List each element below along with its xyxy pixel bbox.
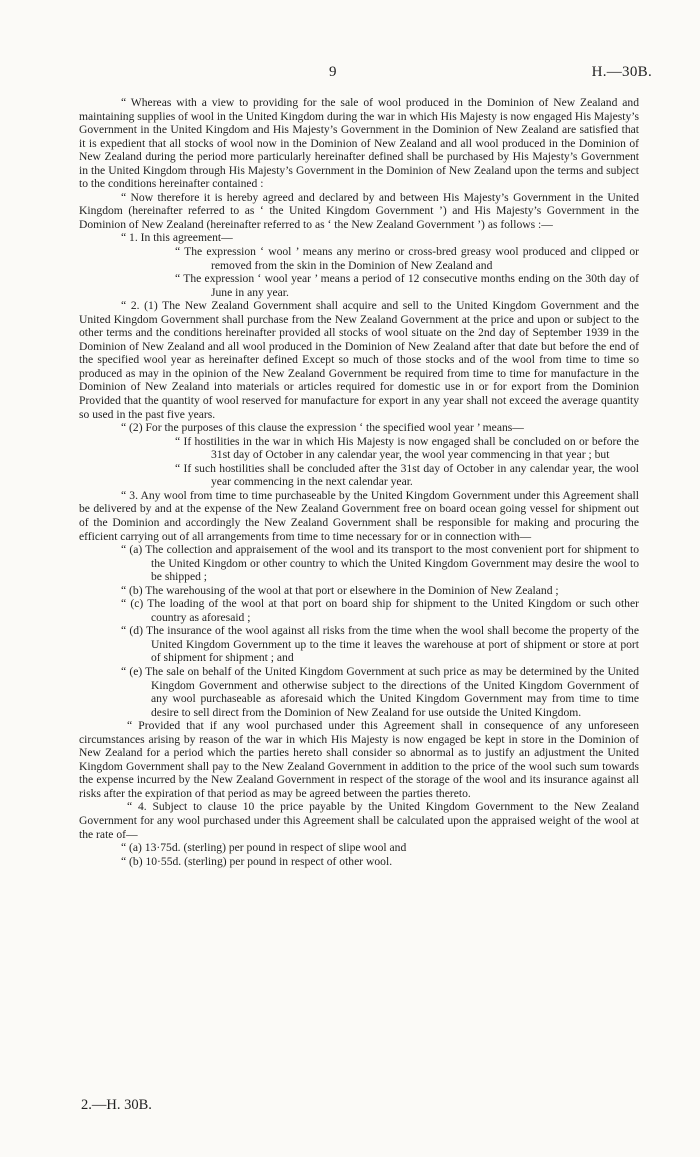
definition-wool: “ The expression ‘ wool ’ means any merino or cross-bred greasy wool produced and clipped or removed from the skin in the Dominion of New Zealand and — [175, 245, 639, 272]
price-b-other-wool: “ (b) 10·55d. (sterling) per pound in respect of other wool. — [121, 854, 393, 868]
document-reference: H.—30B. — [591, 64, 652, 80]
subclause-hostilities-before: “ If hostilities in the war in which His Majesty is now engaged shall be concluded on or before the 31st day of October in any calendar year, the wool year commencing in that year ; but — [175, 434, 639, 462]
paragraph-clause-1: “ 1. In this agreement— — [121, 231, 233, 245]
paragraph-now-therefore: “ Now therefore it is hereby agreed and declared by and between His Majesty’s Government in the United Kingdom (hereinafter referred to as ‘ the United Kingdom Government ’) and His Majesty’s Government in the Dominion of New Zealand (hereinafter referred to as ‘ the New Zealand Government ’) as follows :— — [79, 190, 639, 231]
paragraph-clause-4: “ 4. Subject to clause 10 the price payable by the United Kingdom Government to the New Zealand Government for any wool purchased under this Agreement shall be calculated upon the appraised weight of the wool at the rate of— — [79, 800, 639, 841]
page-number: 9 — [329, 64, 337, 80]
paragraph-whereas: “ Whereas with a view to providing for the sale of wool produced in the Dominion of New Zealand and maintaining supplies of wool in the United Kingdom during the war in which His Majesty is now engaged His Majesty’s Government in the United Kingdom and His Majesty’s Government in the Dominion of New Zealand are satisfied that it is expedient that all stocks of wool now in the Dominion of New Zealand and all wool produced in the Dominion of New Zealand during the period more particularly hereinafter defined shall be purchased by His Majesty’s Government in the United Kingdom through His Majesty’s Government in the Dominion of New Zealand upon the terms and subject to the conditions hereinafter contained : — [79, 96, 639, 191]
item-e-sale: “ (e) The sale on behalf of the United Kingdom Government at such price as may be determined by the United Kingdom Government and otherwise subject to the directions of the United Kingdom Government of any wool purchaseable as aforesaid which the United Kingdom Government may from time to time desire to sell direct from the Dominion of New Zealand for use outside the United Kingdom. — [121, 664, 639, 719]
paragraph-clause-2-2: “ (2) For the purposes of this clause the expression ‘ the specified wool year ’ means— — [121, 421, 524, 435]
item-d-insurance: “ (d) The insurance of the wool against all risks from the time when the wool shall become the property of the United Kingdom Government up to the time it leaves the warehouse at port of shipment or store at port of shipment for shipment ; and — [121, 624, 639, 665]
paragraph-clause-2-1: “ 2. (1) The New Zealand Government shall acquire and sell to the United Kingdom Government and the United Kingdom Government shall purchase from the New Zealand Government at the price and upon or subject to the other terms and the conditions hereinafter provided all stocks of wool situate on the 2nd day of September 1939 in the Dominion of New Zealand and all wool produced in the Dominion of New Zealand after that date but before the end of the specified wool year as hereinafter defined Except so much of those stocks and of the wool from time to time so produced as may in the opinion of the New Zealand Government be required from time to time for manufacture in the Dominion of New Zealand into materials or articles required for domestic use in or for export from the Dominion Provided that the quantity of wool reserved for manufacture for export in any year shall not exceed the average quantity so used in the past five years. — [79, 299, 639, 421]
definition-wool-year: “ The expression ‘ wool year ’ means a period of 12 consecutive months ending on the 30th day of June in any year. — [175, 272, 639, 299]
document-body — [79, 96, 639, 868]
item-c-loading: “ (c) The loading of the wool at that port on board ship for shipment to the United Kingdom or such other country as aforesaid ; — [121, 597, 639, 624]
price-a-slipe-wool: “ (a) 13·75d. (sterling) per pound in respect of slipe wool and — [121, 841, 407, 855]
paragraph-clause-3: “ 3. Any wool from time to time purchaseable by the United Kingdom Government under this Agreement shall be delivered by and at the expense of the New Zealand Government free on board ocean going vessel for shipment out of the Dominion and accordingly the New Zealand Government shall be responsible for making and procuring the efficient carrying out of all arrangements from time to time necessary for or in connection with— — [79, 488, 639, 543]
item-a-collection: “ (a) The collection and appraisement of the wool and its transport to the most convenient port for shipment to the United Kingdom or other country to which the United Kingdom Government may desire the wool to be shipped ; — [121, 543, 639, 584]
subclause-hostilities-after: “ If such hostilities shall be concluded after the 31st day of October in any calendar year, the wool year commencing in the next calendar year. — [175, 461, 639, 489]
paragraph-proviso: “ Provided that if any wool purchased under this Agreement shall in consequence of any unforeseen circumstances arising by reason of the war in which His Majesty is now engaged be kept in store in the Dominion of New Zealand for a period which the parties hereto shall consider so abnormal as to justify an adjustment the United Kingdom Government shall pay to the New Zealand Government in addition to the price of the wool such sum towards the expense incurred by the New Zealand Government in respect of the storage of the wool and its insurance against all risks after the expiration of that period as may be agreed between the parties thereto. — [79, 719, 639, 800]
footer-signature: 2.—H. 30B. — [81, 1097, 152, 1113]
item-b-warehousing: “ (b) The warehousing of the wool at that port or elsewhere in the Dominion of New Zealand ; — [121, 583, 559, 597]
